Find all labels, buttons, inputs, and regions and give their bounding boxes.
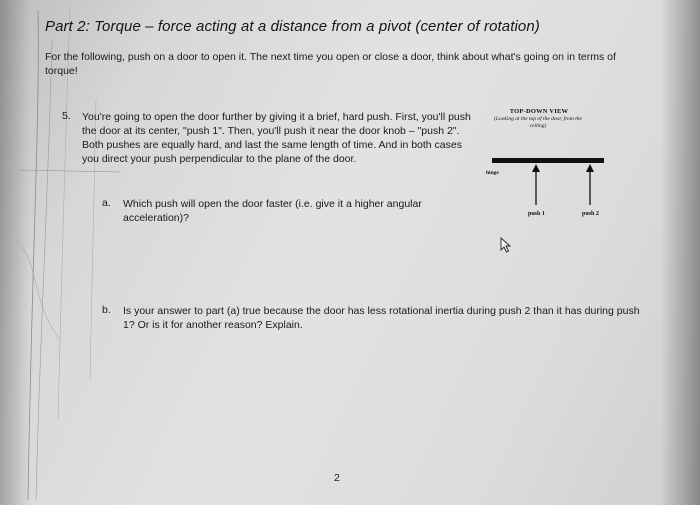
push-1-label: push 1 <box>528 211 545 217</box>
push-2-arrowhead <box>586 164 594 172</box>
part-a-label: a. <box>102 197 111 209</box>
mouse-pointer-icon <box>500 237 512 253</box>
question-number: 5. <box>62 110 71 122</box>
push-2-label: push 2 <box>582 211 599 217</box>
page-number: 2 <box>334 472 340 484</box>
hinge-label: hinge <box>486 170 499 176</box>
part-b-label: b. <box>102 304 111 316</box>
push-1-arrowhead <box>532 164 540 172</box>
door-diagram <box>480 150 610 210</box>
door-bar <box>492 158 604 163</box>
part-b-text: Is your answer to part (a) true because the door has less rotational inertia during push 2 than it has during push 1? Or is it for another reason? Explain. <box>123 305 640 331</box>
diagram-subtitle: (Looking at the top of the door, from the ceiling) <box>494 116 582 129</box>
page-heading: Part 2: Torque – force acting at a distance from a pivot (center of rotation) <box>45 18 540 35</box>
diagram-title: TOP-DOWN VIEW <box>509 108 569 115</box>
part-a-text: Which push will open the door faster (i.e. give it a higher angular acceleration)? <box>123 198 422 224</box>
page-shadow-right <box>660 0 700 505</box>
page-shadow-left <box>0 0 30 505</box>
intro-text: For the following, push on a door to open it. The next time you open or close a door, think about what's going on in terms of torque! <box>45 51 616 77</box>
question-5-text: You're going to open the door further by giving it a brief, hard push. First, you'll push the door at its center, "push 1". Then, you'll push it near the door knob – "push 2". Both pushes are equally hard, and last the same length of time. And in both cases you direct your push perpendicular to the plane of the door. <box>82 111 471 165</box>
